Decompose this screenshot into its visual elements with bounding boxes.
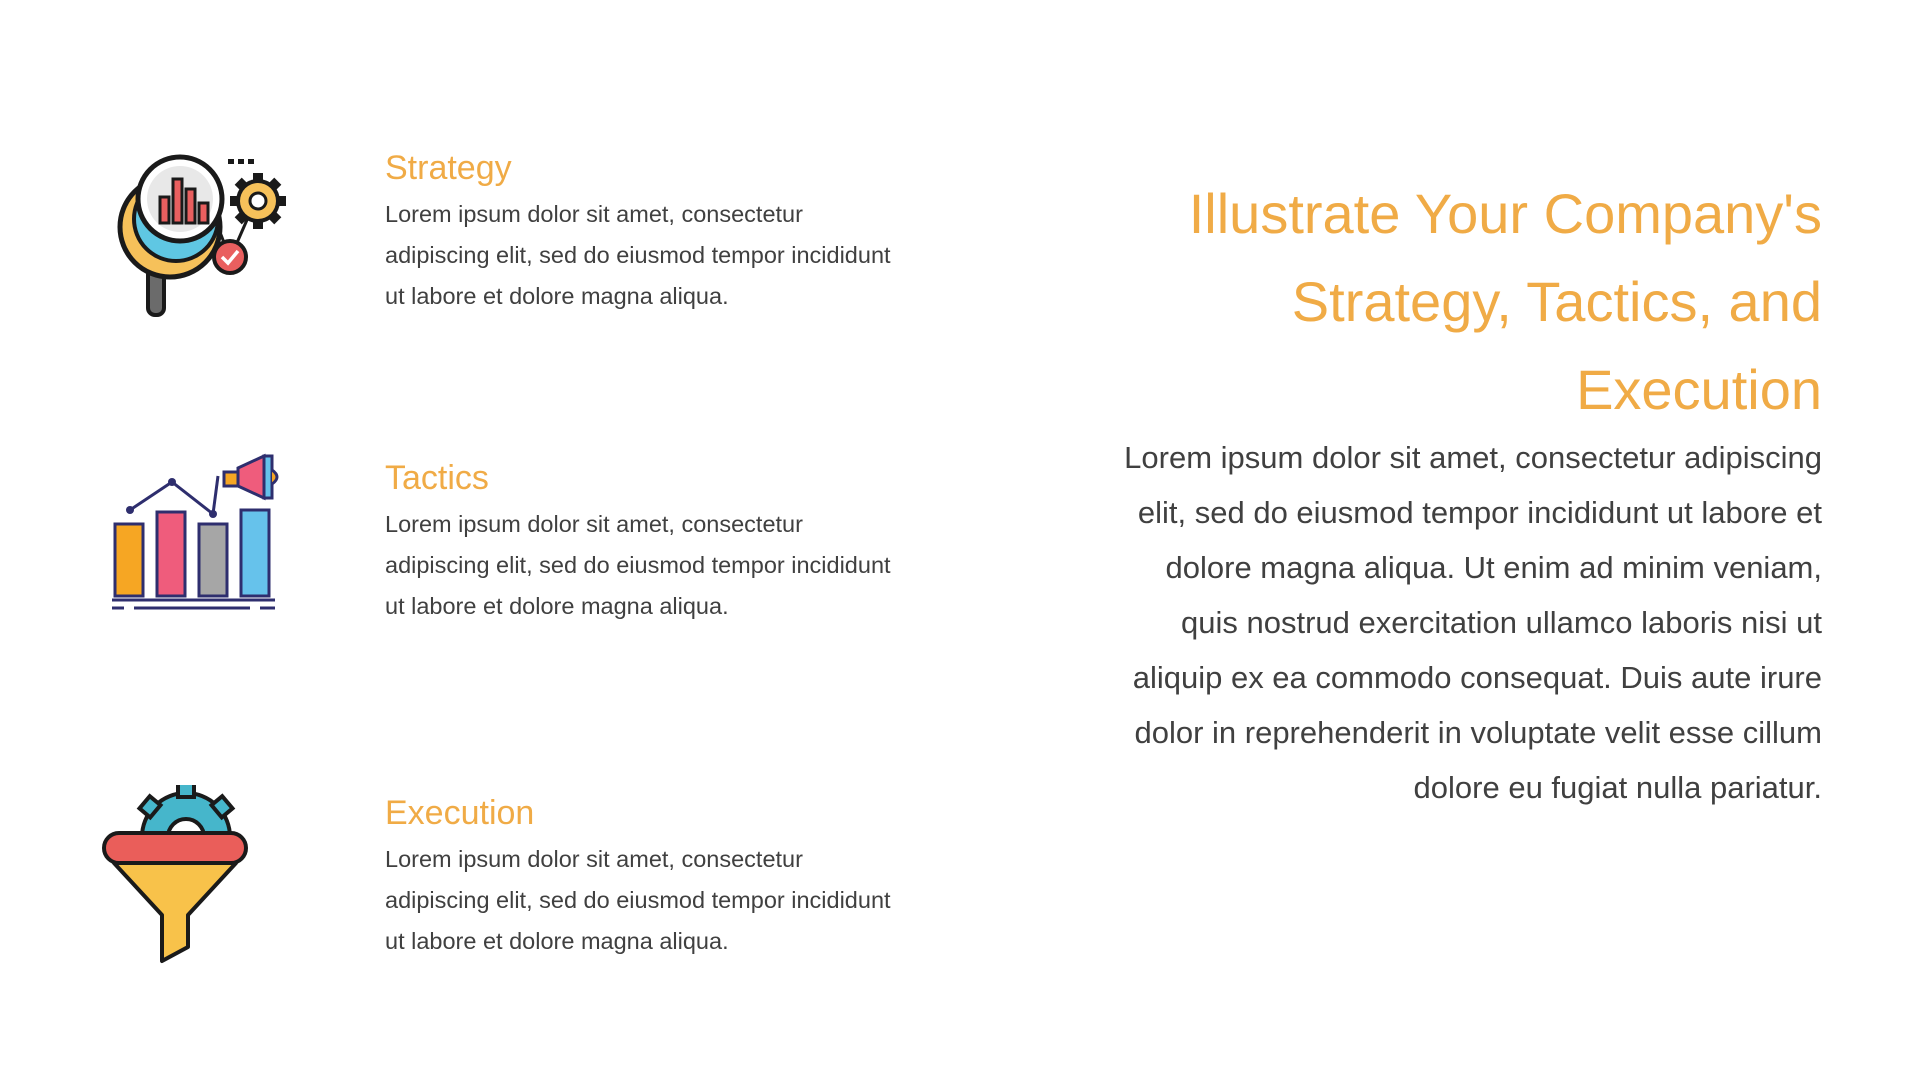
slide-body-text: Lorem ipsum dolor sit amet, consectetur adipiscing elit, sed do eiusmod tempor incididunt ut labore et dolore magna aliqua. Ut enim ad minim veniam, quis nostrud exercitation ullamco laboris nisi ut aliquip ex ea commodo consequat. Duis aute irure dolor in reprehenderit in voluptate velit esse cillum dolore eu fugiat nulla pariatur. [1124, 440, 1822, 805]
item-description: Lorem ipsum dolor sit amet, consectetur adipiscing elit, sed do eiusmod tempor incididunt ut labore et dolore magna aliqua. [385, 511, 891, 619]
item-description: Lorem ipsum dolor sit amet, consectetur adipiscing elit, sed do eiusmod tempor incididunt ut labore et dolore magna aliqua. [385, 201, 891, 309]
execution-text [385, 793, 905, 962]
magnifier-chart-gear-icon [100, 145, 290, 335]
item-title: Strategy [385, 149, 512, 187]
execution-item [0, 785, 900, 985]
strategy-text [385, 148, 905, 317]
tactics-item [0, 450, 900, 650]
tactics-text [385, 458, 905, 627]
funnel-gear-icon [100, 785, 290, 975]
strategy-item [0, 140, 900, 340]
item-description: Lorem ipsum dolor sit amet, consectetur adipiscing elit, sed do eiusmod tempor incididunt ut labore et dolore magna aliqua. [385, 846, 891, 954]
item-title: Execution [385, 794, 535, 832]
slide-heading: Illustrate Your Company's Strategy, Tactics, and Execution [1188, 182, 1822, 421]
bar-chart-megaphone-icon [100, 450, 290, 640]
item-title: Tactics [385, 459, 489, 497]
